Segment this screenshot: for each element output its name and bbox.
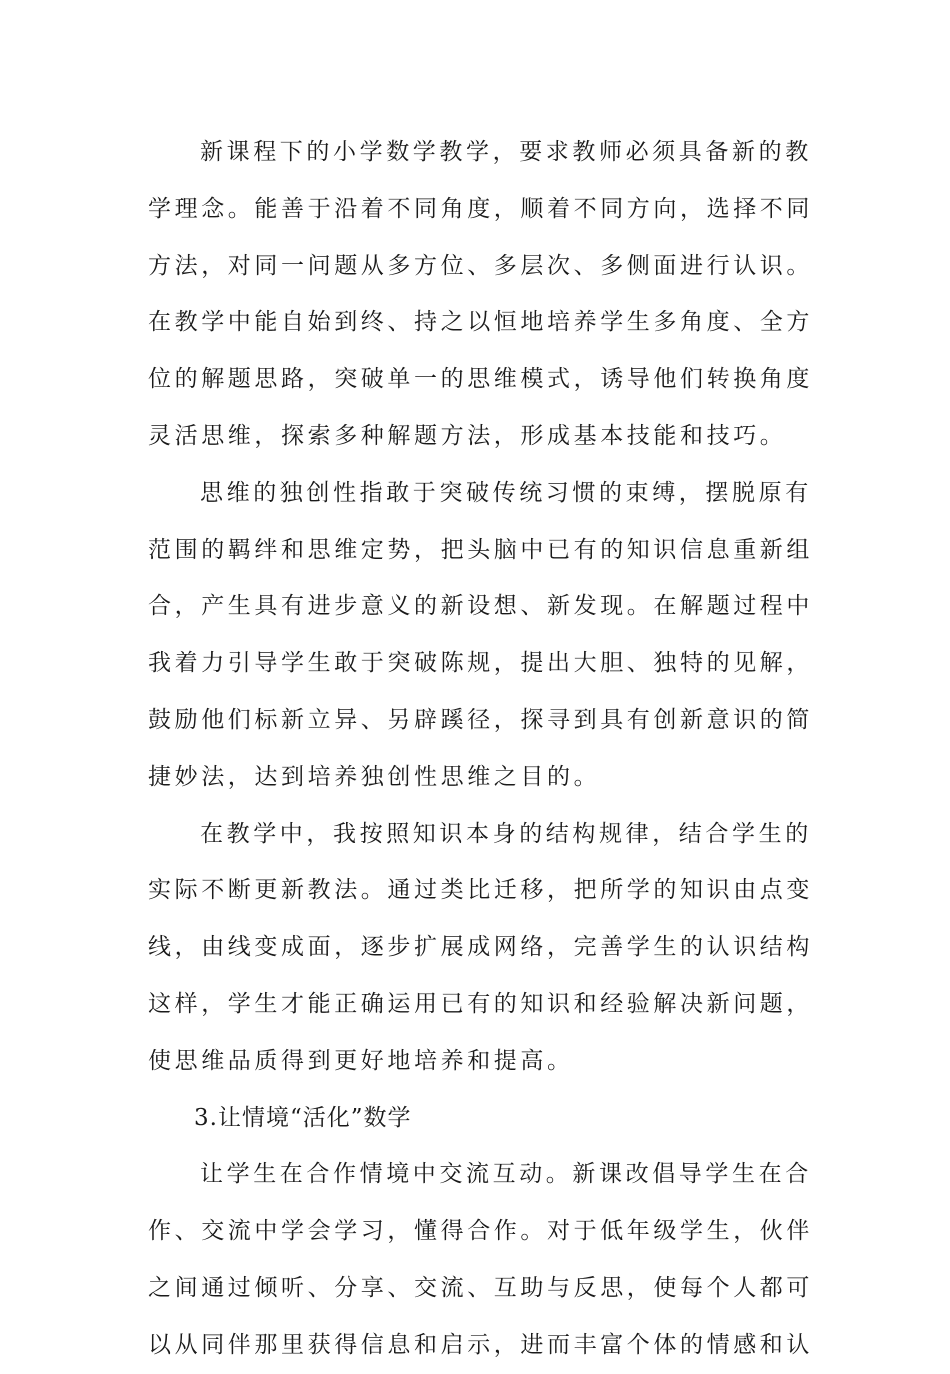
text-line: 在教学中，我按照知识本身的结构规律，结合学生的	[200, 820, 812, 847]
text-line: 以从同伴那里获得信息和启示，进而丰富个体的情感和认	[148, 1331, 813, 1358]
text-line: 思维的独创性指敢于突破传统习惯的束缚，摆脱原有	[200, 479, 812, 506]
paragraph	[148, 465, 813, 806]
text-line: 方法，对同一问题从多方位、多层次、多侧面进行认识。	[148, 252, 813, 279]
text-line: 鼓励他们标新立异、另辟蹊径，探寻到具有创新意识的简	[148, 706, 813, 733]
text-line: 让学生在合作情境中交流互动。新课改倡导学生在合	[200, 1161, 812, 1188]
document-page	[148, 124, 813, 1374]
text-line: 之间通过倾听、分享、交流、互助与反思，使每个人都可	[148, 1274, 813, 1301]
text-line: 在教学中能自始到终、持之以恒地培养学生多角度、全方	[148, 309, 813, 336]
text-line: 我着力引导学生敢于突破陈规，提出大胆、独特的见解，	[148, 650, 813, 677]
text-line: 实际不断更新教法。通过类比迁移，把所学的知识由点变	[148, 877, 813, 904]
text-line: 捷妙法，达到培养独创性思维之目的。	[148, 763, 601, 790]
text-line: 线，由线变成面，逐步扩展成网络，完善学生的认识结构	[148, 934, 813, 961]
text-line: 新课程下的小学数学教学，要求教师必须具备新的教	[200, 139, 812, 165]
heading-text: 3.让情境“活化”数学	[194, 1104, 412, 1131]
paragraph	[148, 1146, 813, 1373]
paragraph	[148, 806, 813, 1090]
text-line: 合，产生具有进步意义的新设想、新发现。在解题过程中	[148, 593, 813, 620]
text-line: 这样，学生才能正确运用已有的知识和经验解决新问题，	[148, 990, 813, 1017]
text-line: 使思维品质得到更好地培养和提高。	[148, 1047, 574, 1074]
paragraph	[148, 124, 813, 465]
text-line: 位的解题思路，突破单一的思维模式，诱导他们转换角度	[148, 366, 813, 393]
section-heading	[148, 1090, 808, 1147]
text-line: 范围的羁绊和思维定势，把头脑中已有的知识信息重新组	[148, 536, 813, 563]
text-line: 学理念。能善于沿着不同角度，顺着不同方向，选择不同	[148, 195, 813, 222]
text-line: 作、交流中学会学习，懂得合作。对于低年级学生，伙伴	[148, 1218, 813, 1245]
text-line: 灵活思维，探索多种解题方法，形成基本技能和技巧。	[148, 422, 787, 449]
